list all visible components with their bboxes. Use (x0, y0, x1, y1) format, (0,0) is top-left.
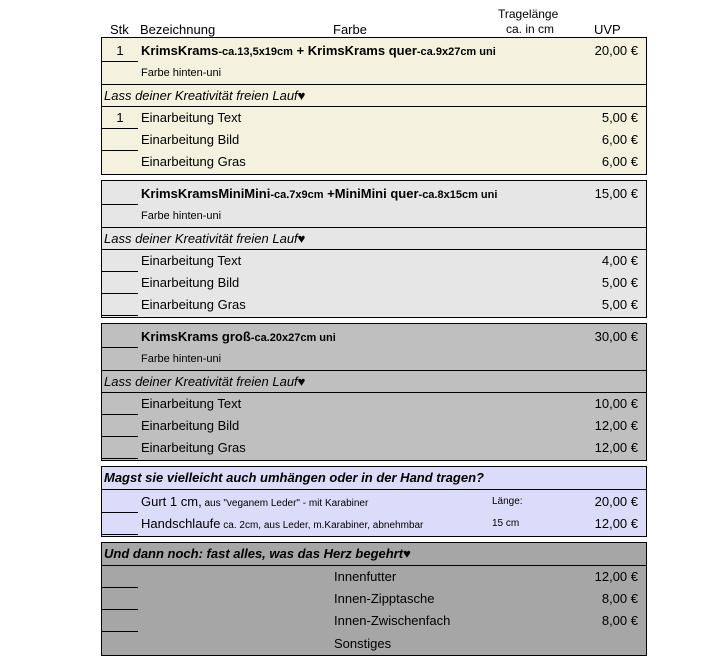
section5-item-qty[interactable] (102, 588, 138, 610)
section1-item-price: 6,00 € (601, 154, 638, 169)
section3-product-row (101, 324, 647, 370)
section4-item-price: 12,00 € (594, 516, 638, 531)
section4-question: Magst sie vielleicht auch umhängen oder in der Hand tragen? (101, 467, 647, 489)
section1-item-qty[interactable] (102, 129, 138, 151)
header-farbe: Farbe (333, 22, 367, 37)
section2-price: 15,00 € (594, 186, 638, 201)
section2-item-price: 5,00 € (601, 297, 638, 312)
section5-items (101, 566, 647, 656)
section2-item-price: 5,00 € (601, 275, 638, 290)
section1-item-label: Einarbeitung Gras (141, 154, 246, 169)
section1-qty-field[interactable]: 1 (102, 40, 138, 62)
section3-items (101, 393, 647, 460)
section5-item-price: 8,00 € (601, 613, 638, 628)
header-tragelaenge-1: Tragelänge (498, 7, 559, 21)
section2-item-label: Einarbeitung Bild (141, 275, 240, 290)
section2-item-qty[interactable] (102, 272, 138, 294)
section2-item-qty[interactable] (102, 294, 138, 316)
header-bezeichnung: Bezeichnung (140, 22, 216, 37)
section5-heading: Und dann noch: fast alles, was das Herz begehrt♥ (101, 543, 647, 565)
section2-note: Farbe hinten-uni (141, 210, 222, 222)
header-uvp: UVP (594, 22, 621, 37)
section5-item-price: 8,00 € (601, 591, 638, 606)
section2-item-qty[interactable] (102, 250, 138, 272)
section3-item-label: Einarbeitung Gras (141, 440, 246, 455)
section3-item-qty[interactable] (102, 415, 138, 437)
section1-note: Farbe hinten-uni (141, 67, 222, 79)
section1-item-label: Einarbeitung Bild (141, 132, 240, 147)
section3-item-price: 12,00 € (594, 440, 638, 455)
section2-items (101, 250, 647, 317)
section3-item-price: 12,00 € (594, 418, 638, 433)
section1-items (101, 107, 647, 174)
section5-item-label: Innenfutter (334, 569, 397, 584)
header-tragelaenge-2: ca. in cm (506, 22, 555, 36)
section3-product-title: KrimsKrams groß-ca.20x27cm uni (141, 329, 336, 344)
section4-item-label: Handschlaufe ca. 2cm, aus Leder, m.Karabiner, abnehmbar (141, 516, 424, 531)
section2-product-row (101, 181, 647, 227)
section2-product-title: KrimsKramsMiniMini-ca.7x9cm +MiniMini quer-ca.8x15cm uni (141, 186, 498, 201)
section5-item-label: Innen-Zipptasche (334, 591, 435, 606)
section3-item-price: 10,00 € (594, 396, 638, 411)
section3-qty-field[interactable] (102, 326, 138, 348)
section5-item-qty[interactable] (102, 610, 138, 632)
section3-item-label: Einarbeitung Bild (141, 418, 240, 433)
section5-item-label: Sonstiges (334, 636, 392, 651)
section4-item-price: 20,00 € (594, 494, 638, 509)
section5-item-label: Innen-Zwischenfach (334, 613, 451, 628)
section2-item-label: Einarbeitung Text (141, 253, 242, 268)
section4-item-qty[interactable] (102, 513, 138, 535)
section2-item-label: Einarbeitung Gras (141, 297, 246, 312)
section5-item-price: 12,00 € (594, 569, 638, 584)
section4-item-qty[interactable] (102, 491, 138, 513)
section4-item-length: Länge: (492, 496, 523, 507)
section3-note: Farbe hinten-uni (141, 353, 222, 365)
section1-item-price: 6,00 € (601, 132, 638, 147)
section4-items (101, 490, 647, 536)
section2-slogan: Lass deiner Kreativität freien Lauf♥ (101, 228, 647, 249)
section2-qty-field[interactable] (102, 183, 138, 205)
section1-product-row (101, 38, 647, 84)
section4-item-label: Gurt 1 cm, aus "veganem Leder" - mit Karabiner (141, 494, 369, 509)
section5-item-qty[interactable] (102, 566, 138, 588)
header-stk: Stk (110, 22, 129, 37)
section1-item-label: Einarbeitung Text (141, 110, 242, 125)
section3-slogan: Lass deiner Kreativität freien Lauf♥ (101, 371, 647, 392)
section1-price: 20,00 € (594, 43, 638, 58)
section1-item-qty[interactable]: 1 (102, 107, 138, 129)
section1-product-title: KrimsKrams-ca.13,5x19cm + KrimsKrams quer-ca.9x27cm uni (141, 43, 496, 58)
section1-slogan: Lass deiner Kreativität freien Lauf♥ (101, 85, 647, 106)
section3-item-qty[interactable] (102, 393, 138, 415)
section3-price: 30,00 € (594, 329, 638, 344)
section3-item-qty[interactable] (102, 437, 138, 459)
section2-item-price: 4,00 € (601, 253, 638, 268)
section4-item-length: 15 cm (492, 518, 520, 529)
section3-item-label: Einarbeitung Text (141, 396, 242, 411)
section1-item-price: 5,00 € (601, 110, 638, 125)
